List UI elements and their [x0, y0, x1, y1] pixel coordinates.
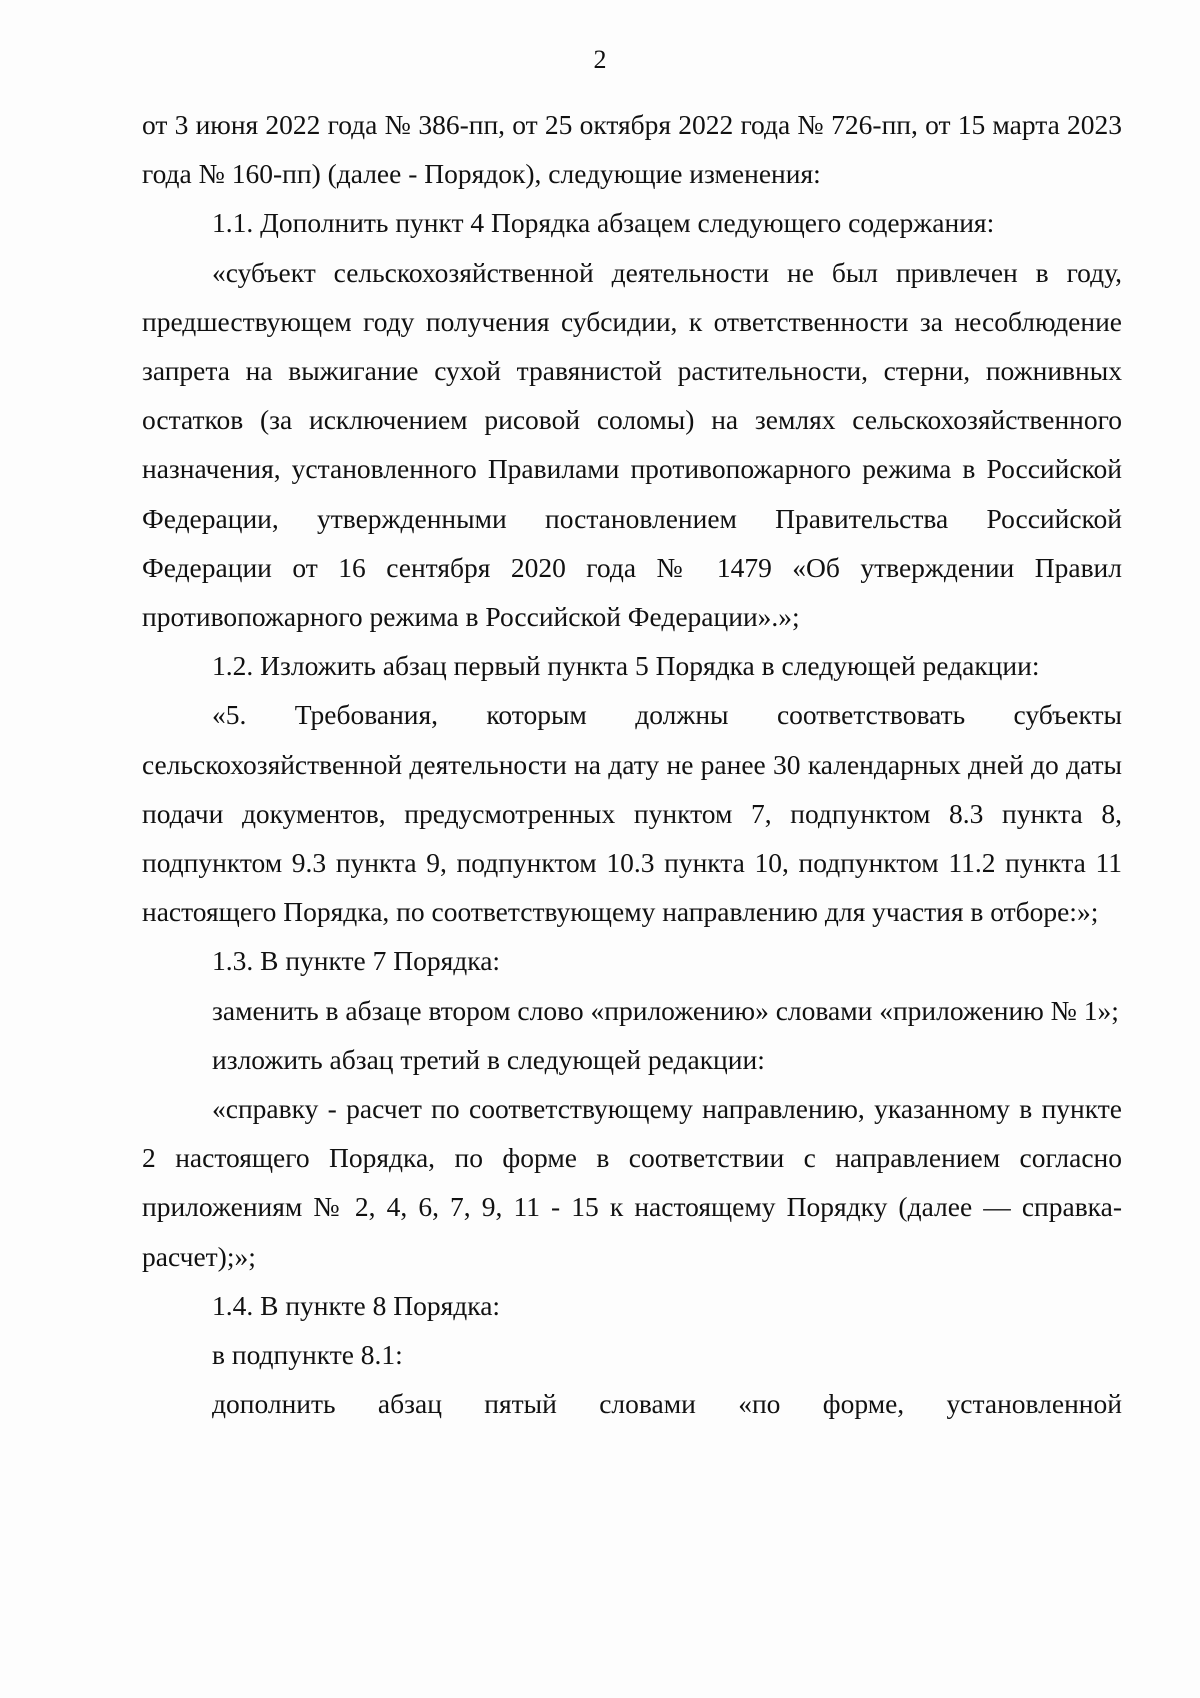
paragraph-1-1: 1.1. Дополнить пункт 4 Порядка абзацем следующего содержания: [212, 207, 995, 239]
paragraph-1-3-replace: заменить в абзаце втором слово «приложению» словами «приложению № 1»; [212, 994, 1119, 1026]
paragraph-intro: от 3 июня 2022 года № 386-пп, от 25 октября 2022 года № 726-пп, от 15 марта 2023 года № 160-пп) (далее - Порядок), следующие изменения: [142, 109, 1122, 190]
paragraph-1-1-quote: «субъект сельскохозяйственной деятельности не был привлечен в году, предшествующем году получения субсидии, к ответственности за несоблюдение запрета на выжигание сухой травянистой растительности, стерни, пожнивных остатков (за исключением рисовой соломы) на землях сельскохозяйственного назначения, установленного Правилами противопожарного режима в Российской Федерации, утвержденными постановлением Правительства Российской Федерации от 16 сентября 2020 года № 1479 «Об утверждении Правил противопожарного режима в Российской Федерации».»; [142, 256, 1122, 633]
document-body [142, 100, 1122, 1428]
paragraph-1-3: 1.3. В пункте 7 Порядка: [212, 945, 501, 977]
paragraph-1-2-quote: «5. Требования, которым должны соответствовать субъекты сельскохозяйственной деятельности на дату не ранее 30 календарных дней до даты подачи документов, предусмотренных пунктом 7, подпунктом 8.3 пункта 8, подпунктом 9.3 пункта 9, подпунктом 10.3 пункта 10, подпунктом 11.2 пункта 11 настоящего Порядка, по соответствующему направлению для участия в отборе:»; [142, 699, 1122, 928]
paragraph-1-2: 1.2. Изложить абзац первый пункта 5 Порядка в следующей редакции: [212, 650, 1040, 682]
paragraph-1-4-addition: дополнить абзац пятый словами «по форме, установленной [212, 1388, 1122, 1420]
paragraph-1-3-restate: изложить абзац третий в следующей редакции: [212, 1043, 765, 1075]
page-number: 2 [593, 45, 607, 74]
paragraph-1-4-subpoint: в подпункте 8.1: [212, 1339, 403, 1371]
paragraph-1-3-quote: «справку - расчет по соответствующему направлению, указанному в пункте 2 настоящего Порядка, по форме в соответствии с направлением согласно приложениям № 2, 4, 6, 7, 9, 11 - 15 к настоящему Порядку (далее — справка-расчет);»; [142, 1093, 1122, 1272]
paragraph-1-4: 1.4. В пункте 8 Порядка: [212, 1289, 501, 1321]
